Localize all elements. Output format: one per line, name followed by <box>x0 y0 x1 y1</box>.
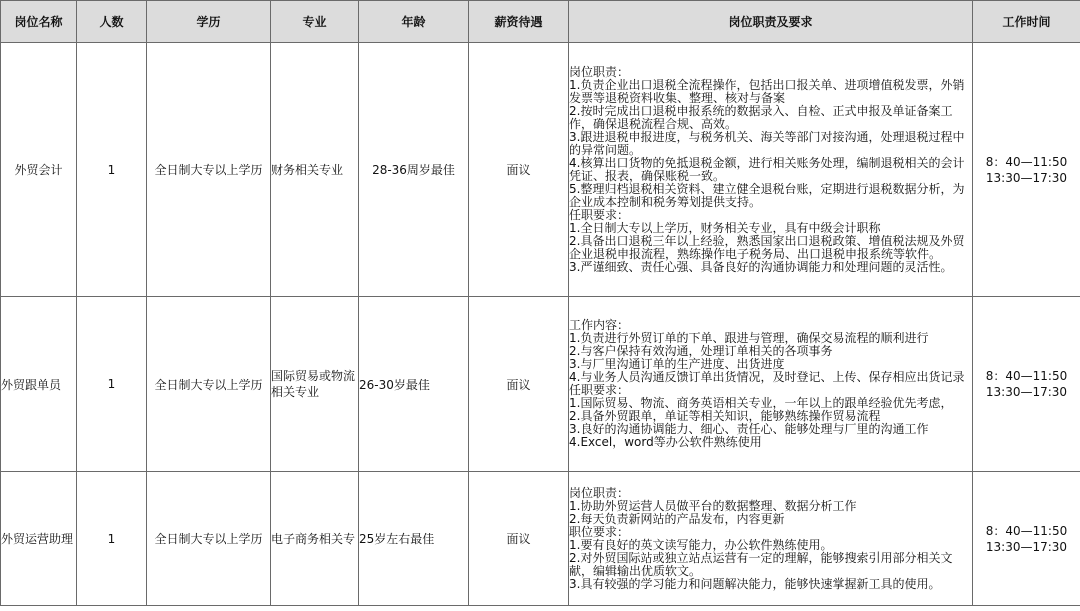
time-morning: 8：40—11:50 <box>985 369 1068 383</box>
header-age: 年龄 <box>359 1 469 43</box>
duty-line: 2.与客户保持有效沟通，处理订单相关的各项事务 <box>569 344 833 358</box>
duty-line: 1.协助外贸运营人员做平台的数据整理、数据分析工作 <box>569 498 857 513</box>
table-row <box>1 43 1080 297</box>
education: 全日制大专以上学历 <box>147 297 271 472</box>
headcount: 1 <box>77 43 147 297</box>
salary: 面议 <box>469 43 569 297</box>
duty-line: 3.良好的沟通协调能力、细心、责任心、能够处理与厂里的沟通工作 <box>569 422 929 436</box>
work-time <box>973 297 1080 472</box>
duty-line: 职位要求： <box>569 524 630 539</box>
headcount: 1 <box>77 472 147 606</box>
position-title: 外贸运营助理 <box>1 472 77 606</box>
duty-line: 岗位职责： <box>569 64 630 79</box>
header-count: 人数 <box>77 1 147 43</box>
duty-line: 3.跟进退税申报进度，与税务机关、海关等部门对接沟通，处理退税过程中的异常问题。 <box>569 129 965 157</box>
duties-cell <box>569 297 973 472</box>
table-row <box>1 472 1080 606</box>
duty-line: 4.与业务人员沟通反馈订单出货情况，及时登记、上传、保存相应出货记录 <box>569 370 965 384</box>
duty-line: 岗位职责： <box>569 485 630 500</box>
duty-line: 2.具备出口退税三年以上经验，熟悉国家出口退税政策、增值税法规及外贸企业退税申报流程，熟练操作电子税务局、出口退税申报系统等软件。 <box>569 233 965 261</box>
duty-line: 3.具有较强的学习能力和问题解决能力，能够快速掌握新工具的使用。 <box>569 576 941 591</box>
duty-line: 4.核算出口货物的免抵退税金额，进行相关账务处理，编制退税相关的会计凭证、报表，确保账税一致。 <box>569 155 965 183</box>
education: 全日制大专以上学历 <box>147 43 271 297</box>
duties-cell <box>569 472 973 606</box>
duty-line: 3.严谨细致、责任心强、具备良好的沟通协调能力和处理问题的灵活性。 <box>569 259 953 274</box>
headcount: 1 <box>77 297 147 472</box>
work-time <box>973 43 1080 297</box>
duty-line: 1.负责企业出口退税全流程操作，包括出口报关单、进项增值税发票，外销发票等退税资料收集、整理、核对与备案 <box>569 77 965 105</box>
duty-line: 2.具备外贸跟单，单证等相关知识，能够熟练操作贸易流程 <box>569 409 881 423</box>
position-title: 外贸会计 <box>1 43 77 297</box>
salary: 面议 <box>469 297 569 472</box>
header-major: 专业 <box>271 1 359 43</box>
table-row <box>1 297 1080 472</box>
education: 全日制大专以上学历 <box>147 472 271 606</box>
major: 国际贸易或物流相关专业 <box>271 297 359 472</box>
work-time <box>973 472 1080 606</box>
header-education: 学历 <box>147 1 271 43</box>
time-afternoon: 13:30—17:30 <box>985 385 1068 399</box>
duty-line: 2.按时完成出口退税申报系统的数据录入、自检、正式申报及单证备案工作，确保退税流程合规、高效。 <box>569 103 953 131</box>
header-work-time: 工作时间 <box>973 1 1080 43</box>
header-row <box>1 1 1080 43</box>
major: 财务相关专业 <box>271 43 359 297</box>
header-duties: 岗位职责及要求 <box>569 1 973 43</box>
duty-line: 1.国际贸易、物流、商务英语相关专业，一年以上的跟单经验优先考虑， <box>569 396 953 410</box>
major: 电子商务相关专 <box>271 472 359 606</box>
duty-line: 2.每天负责新网站的产品发布，内容更新 <box>569 511 785 526</box>
duty-line: 任职要求： <box>569 207 630 222</box>
age: 26-30岁最佳 <box>359 297 469 472</box>
duty-line: 1.全日制大专以上学历，财务相关专业，具有中级会计职称 <box>569 220 881 235</box>
header-salary: 薪资待遇 <box>469 1 569 43</box>
salary: 面议 <box>469 472 569 606</box>
time-morning: 8：40—11:50 <box>985 154 1068 169</box>
time-afternoon: 13:30—17:30 <box>985 539 1068 554</box>
duty-line: 2.对外贸国际站或独立站点运营有一定的理解，能够搜索引用部分相关文献，编辑输出优质软文。 <box>569 550 953 578</box>
age: 25岁左右最佳 <box>359 472 469 606</box>
duty-line: 5.整理归档退税相关资料、建立健全退税台账，定期进行退税数据分析，为企业成本控制和税务筹划提供支持。 <box>569 181 965 209</box>
time-morning: 8：40—11:50 <box>985 523 1068 538</box>
age: 28-36周岁最佳 <box>359 43 469 297</box>
duty-line: 4.Excel，word等办公软件熟练使用 <box>569 435 762 449</box>
duty-line: 1.负责进行外贸订单的下单、跟进与管理，确保交易流程的顺利进行 <box>569 331 929 345</box>
duties-cell <box>569 43 973 297</box>
duty-line: 任职要求： <box>569 383 630 397</box>
duty-line: 工作内容： <box>569 318 630 332</box>
duty-line: 3.与厂里沟通订单的生产进度、出货进度 <box>569 357 785 371</box>
header-position: 岗位名称 <box>1 1 77 43</box>
time-afternoon: 13:30—17:30 <box>985 170 1068 185</box>
position-title: 外贸跟单员 <box>1 297 77 472</box>
duty-line: 1.要有良好的英文读写能力，办公软件熟练使用。 <box>569 537 833 552</box>
